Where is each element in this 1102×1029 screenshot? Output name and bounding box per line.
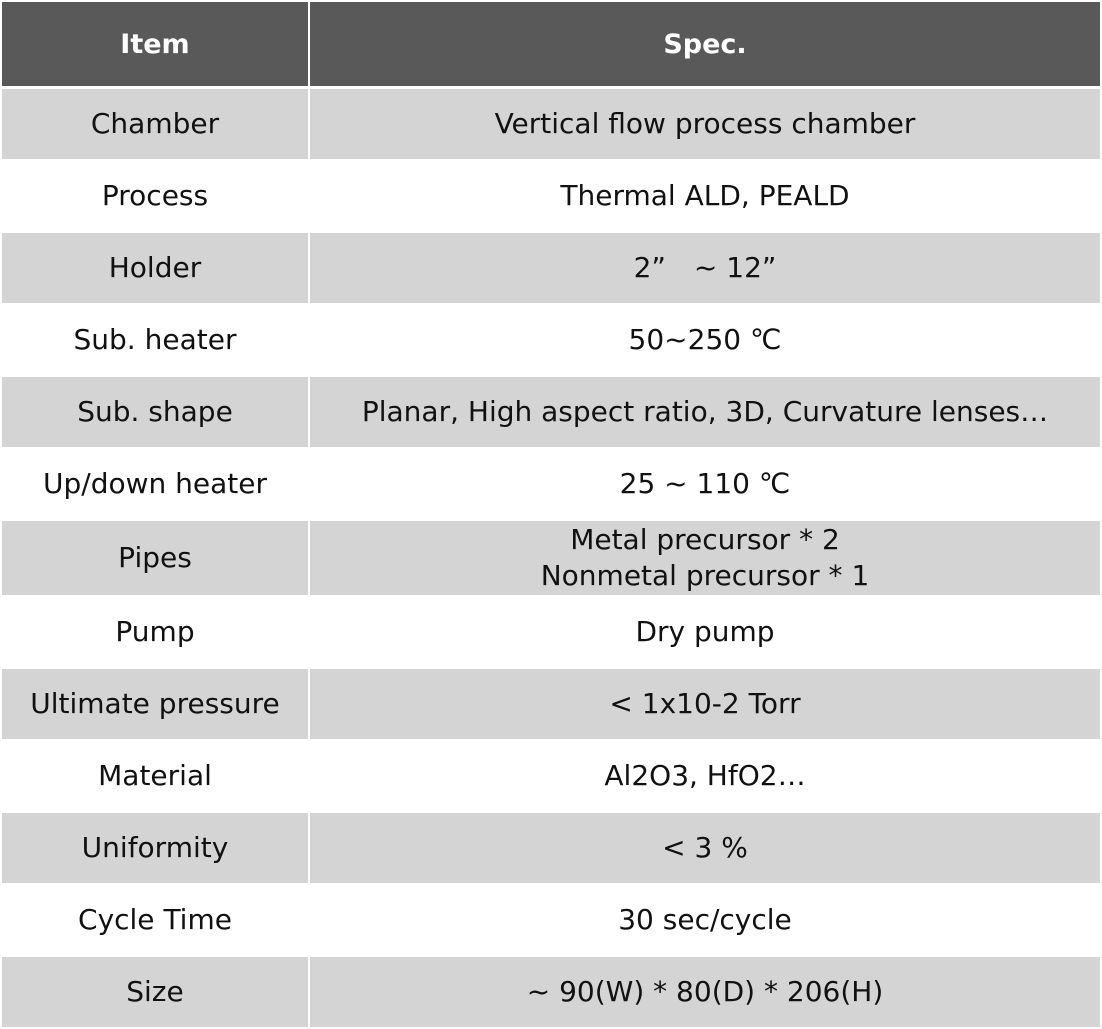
table-row [2,668,1100,740]
spec-cell [309,232,1100,304]
spec-cell [309,884,1100,956]
spec-line: Metal precursor * 2 [570,522,840,556]
column-header-spec: Spec. [309,2,1100,88]
spec-cell [309,668,1100,740]
table-row [2,520,1100,596]
spec-line: 30 sec/cycle [618,902,792,936]
table-row [2,376,1100,448]
spec-line: 50~250 ℃ [628,322,782,356]
spec-table [2,2,1100,1029]
item-cell: Uniformity [2,812,309,884]
item-cell: Chamber [2,88,309,161]
item-cell: Up/down heater [2,448,309,520]
spec-line: < 3 % [662,830,748,864]
spec-line: 25 ~ 110 ℃ [619,466,791,500]
spec-line: Nonmetal precursor * 1 [540,559,870,592]
item-cell: Material [2,740,309,812]
table-row [2,448,1100,520]
item-cell: Holder [2,232,309,304]
spec-line: Vertical flow process chamber [494,106,916,140]
table-row [2,304,1100,376]
item-cell: Pipes [2,520,309,596]
spec-line: 2” ~ 12” [633,250,777,284]
table-row [2,160,1100,232]
spec-cell [309,376,1100,448]
spec-line: Dry pump [635,614,775,648]
item-cell: Ultimate pressure [2,668,309,740]
table-row [2,812,1100,884]
spec-line: Thermal ALD, PEALD [560,178,850,212]
spec-line: ~ 90(W) * 80(D) * 206(H) [526,974,884,1008]
table-row [2,88,1100,161]
spec-cell [309,88,1100,161]
spec-cell [309,160,1100,232]
table-row [2,884,1100,956]
table-row [2,596,1100,668]
item-cell: Cycle Time [2,884,309,956]
spec-cell [309,956,1100,1028]
item-cell: Sub. shape [2,376,309,448]
spec-line: < 1x10-2 Torr [609,686,801,720]
item-cell: Sub. heater [2,304,309,376]
spec-cell [309,448,1100,520]
table-body [2,88,1100,1029]
table-header-row [2,2,1100,88]
item-cell: Size [2,956,309,1028]
item-cell: Pump [2,596,309,668]
item-cell: Process [2,160,309,232]
spec-cell [309,596,1100,668]
spec-cell [309,740,1100,812]
spec-cell [309,304,1100,376]
table-row [2,232,1100,304]
table-row [2,740,1100,812]
column-header-item: Item [2,2,309,88]
spec-line: Al2O3, HfO2… [604,758,806,792]
table-row [2,956,1100,1028]
spec-cell [309,812,1100,884]
spec-line: Planar, High aspect ratio, 3D, Curvature lenses… [361,394,1049,428]
spec-cell [309,520,1100,596]
